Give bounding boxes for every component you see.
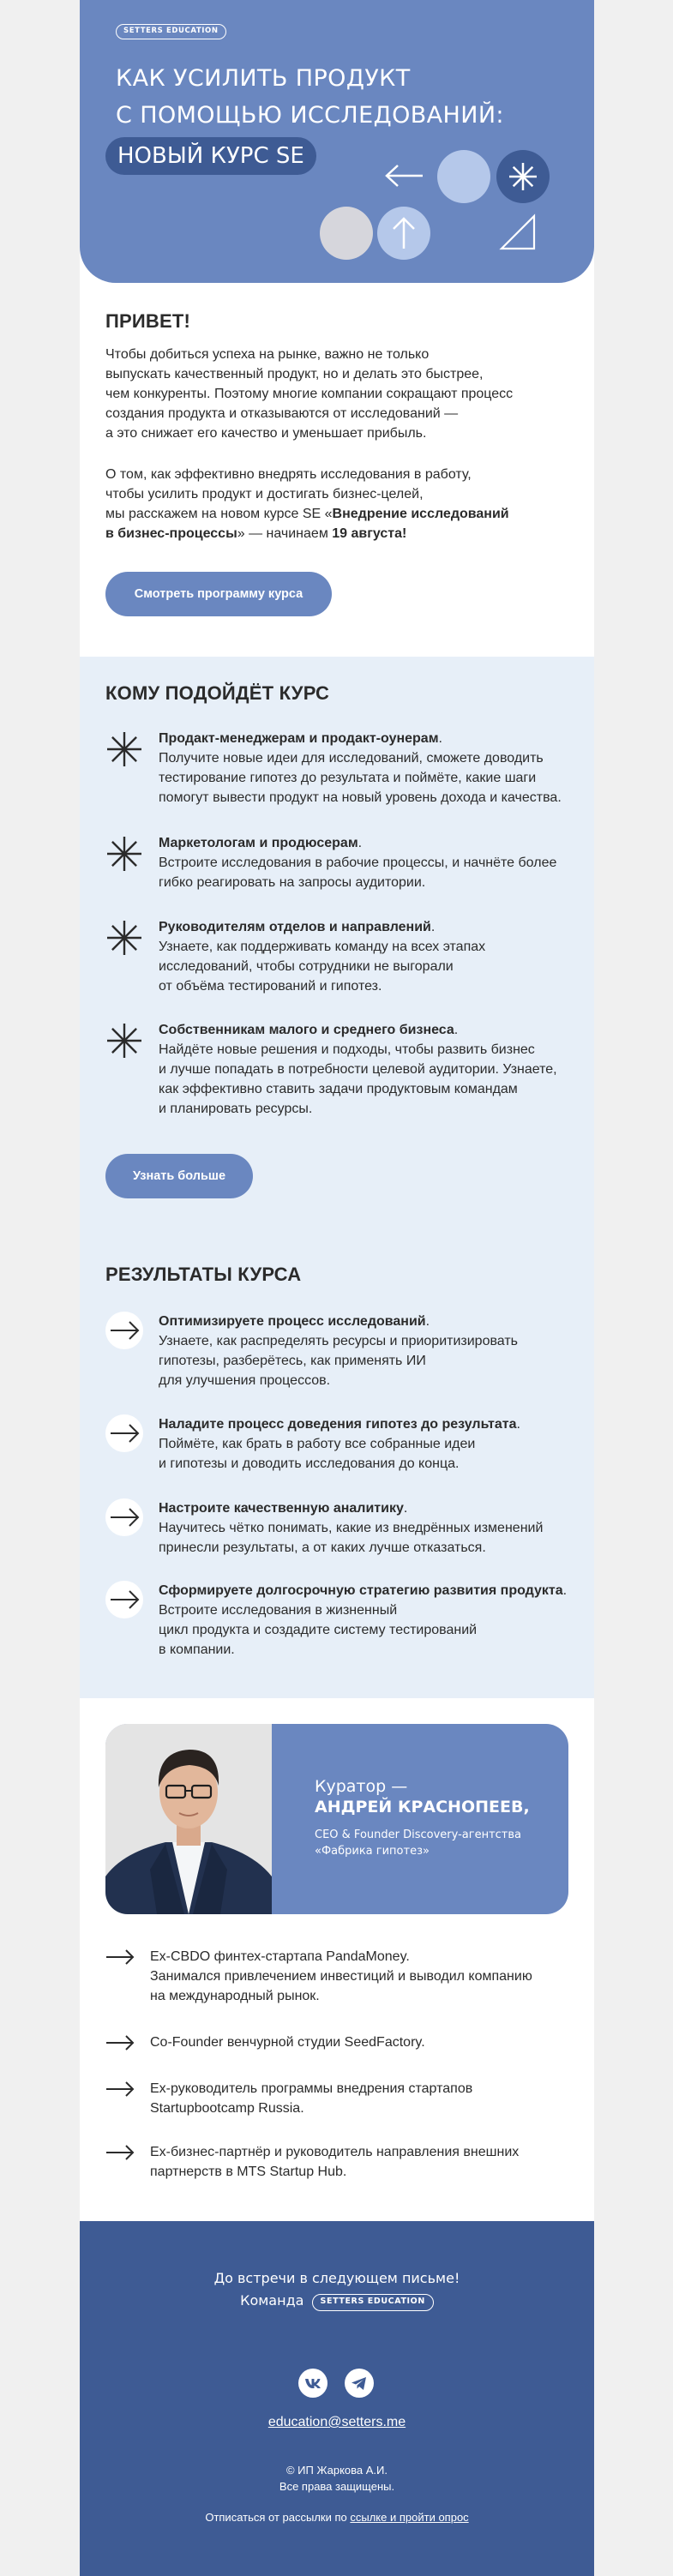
course-name-bold: Внедрение исследований — [332, 507, 509, 521]
greeting-p2-line: » — начинаем — [237, 526, 333, 541]
arrow-right-icon — [105, 1498, 143, 1536]
audience-item-line: Встроите исследования в рабочие процессы, и начнёте более — [159, 856, 557, 870]
arrow-circle — [105, 1581, 143, 1618]
hero-title — [116, 60, 504, 134]
triangle-icon — [498, 213, 538, 252]
arrow-circle — [105, 1414, 143, 1452]
result-item-line: Встроите исследования в жизненный — [159, 1603, 398, 1618]
audience-item — [105, 833, 573, 902]
result-item-line: Поймёте, как брать в работу все собранные идеи — [159, 1437, 476, 1451]
experience-item — [105, 1947, 573, 2007]
result-item-line: гипотезы, разберётесь, как применять ИИ — [159, 1354, 426, 1368]
greeting-p1-line: выпускать качественный продукт, но и делать это быстрее, — [105, 367, 484, 381]
curator-role: Куратор — — [315, 1777, 408, 1796]
greeting-p1-line: создания продукта и отказываются от исследований — — [105, 406, 459, 421]
audience-item-line: как эффективно ставить задачи продуктовым командам — [159, 1082, 518, 1096]
arrow-right-icon — [105, 2035, 135, 2051]
telegram-icon[interactable] — [345, 2369, 374, 2398]
audience-item-line: и планировать ресурсы. — [159, 1102, 313, 1116]
greeting-paragraph-2 — [105, 465, 568, 543]
result-item-line: цикл продукта и создадите систему тестирований — [159, 1623, 478, 1637]
asterisk-icon — [105, 835, 143, 873]
results-title: РЕЗУЛЬТАТЫ КУРСА — [105, 1264, 302, 1285]
experience-text — [150, 2033, 570, 2052]
greeting-p2-line: чтобы усилить продукт и достигать бизнес-целей, — [105, 487, 424, 501]
curator-name: АНДРЕЙ КРАСНОПЕЕВ, — [315, 1798, 530, 1816]
learn-more-button[interactable]: Узнать больше — [105, 1154, 253, 1198]
result-item-title: Сформируете долгосрочную стратегию развития продукта — [159, 1583, 563, 1598]
arrow-circle — [105, 1312, 143, 1349]
result-item-line: для улучшения процессов. — [159, 1373, 331, 1388]
audience-item-line: тестирование гипотез до результата и поймёте, какие шаги — [159, 771, 537, 785]
audience-item-text: Руководителям отделов и направлений. Узнаете, как поддерживать команду на всех этапах исследований, чтобы сотрудники не выгорали от объёма тестирований и гипотез. — [159, 920, 486, 994]
footer-email-link[interactable]: education@setters.me — [267, 2415, 406, 2429]
unsubscribe-link[interactable]: ссылке и пройти опрос — [350, 2511, 469, 2524]
experience-line: Ex-CBDO финтех-стартапа PandaMoney. — [150, 1949, 410, 1964]
result-item-line: принесли результаты, а от каких лучше отказаться. — [159, 1540, 486, 1555]
curator-desc-line: «Фабрика гипотез» — [315, 1845, 430, 1858]
greeting-p1-line: чем конкуренты. Поэтому многие компании сокращают процесс — [105, 387, 514, 401]
result-item-title: Наладите процесс доведения гипотез до результата — [159, 1417, 517, 1432]
result-item-title: Оптимизируете процесс исследований — [159, 1314, 426, 1329]
greeting-paragraph-1 — [105, 345, 568, 443]
asterisk-icon — [105, 730, 143, 768]
arrow-left-icon — [383, 163, 426, 189]
asterisk-icon — [504, 158, 542, 195]
footer-rights: Все права защищены. — [279, 2480, 395, 2493]
asterisk-icon — [105, 1022, 143, 1060]
result-item — [105, 1312, 573, 1397]
arrow-right-icon — [105, 1949, 135, 1965]
experience-item — [105, 2079, 573, 2118]
email-container — [80, 0, 594, 2576]
hero-course-pill: НОВЫЙ КУРС SE — [105, 137, 316, 175]
arrow-right-icon — [105, 1312, 143, 1349]
result-item — [105, 1498, 573, 1567]
audience-item-line: Узнаете, как поддерживать команду на всех этапах — [159, 940, 486, 954]
experience-line: Ex-руководитель программы внедрения стартапов — [150, 2081, 473, 2096]
audience-title: КОМУ ПОДОЙДЁТ КУРС — [105, 682, 330, 704]
audience-item-text: Маркетологам и продюсерам. Встроите исследования в рабочие процессы, и начнёте более гибко реагировать на запросы аудитории. — [159, 836, 557, 890]
hero-title-line1: КАК УСИЛИТЬ ПРОДУКТ — [116, 65, 411, 92]
arrow-right-icon — [105, 1581, 143, 1618]
hero-banner — [80, 0, 594, 283]
view-program-button[interactable]: Смотреть программу курса — [105, 572, 332, 616]
curator-photo — [105, 1724, 272, 1914]
audience-item — [105, 917, 573, 1003]
course-name-bold-2: в бизнес-процессы — [105, 526, 237, 541]
audience-item-title: Продакт-менеджерам и продакт-оунерам — [159, 731, 439, 746]
greeting-p1-line: Чтобы добиться успеха на рынке, важно не только — [105, 347, 430, 362]
experience-line: Co-Founder венчурной студии SeedFactory. — [150, 2035, 425, 2050]
arrow-up-icon — [391, 214, 417, 252]
audience-item-text: Продакт-менеджерам и продакт-оунерам. Получите новые идеи для исследований, сможете доводить тестирование гипотез до результата и поймёте, какие шаги помогут вывести продукт на новый уровень дохода и качества. — [159, 731, 562, 805]
footer-farewell: До встречи в следующем письме! — [213, 2270, 460, 2286]
greeting-title: ПРИВЕТ! — [105, 310, 191, 332]
audience-item — [105, 1020, 573, 1123]
result-item-title: Настроите качественную аналитику — [159, 1501, 404, 1516]
arrow-right-icon — [105, 1414, 143, 1452]
result-item-text: Сформируете долгосрочную стратегию развития продукта. Встроите исследования в жизненный цикл продукта и создадите систему тестирований в компании. — [159, 1583, 568, 1657]
arrow-right-icon — [105, 2081, 135, 2097]
audience-item-line: Получите новые идеи для исследований, сможете доводить — [159, 751, 544, 766]
experience-line: партнерств в MTS Startup Hub. — [150, 2165, 347, 2179]
result-item-text: Наладите процесс доведения гипотез до результата. Поймёте, как брать в работу все собранные идеи и гипотезы и доводить исследования до конца. — [159, 1417, 520, 1471]
audience-item-title: Маркетологам и продюсерам — [159, 836, 358, 850]
experience-line: Startupbootcamp Russia. — [150, 2101, 304, 2116]
audience-item — [105, 729, 573, 814]
audience-item-line: гибко реагировать на запросы аудитории. — [159, 875, 426, 890]
result-item-line: и гипотезы и доводить исследования до конца. — [159, 1456, 460, 1471]
audience-item-line: и лучше попадать в потребности целевой аудитории. Узнаете, — [159, 1062, 557, 1077]
experience-text — [150, 1947, 570, 2006]
audience-item-line: от объёма тестирований и гипотез. — [159, 979, 382, 994]
greeting-p2-line: О том, как эффективно внедрять исследования в работу, — [105, 467, 472, 482]
result-item-line: Научитесь чётко понимать, какие из внедрённых изменений — [159, 1521, 544, 1535]
footer-logo: SETTERS EDUCATION — [312, 2294, 434, 2311]
audience-item-title: Руководителям отделов и направлений — [159, 920, 431, 934]
start-date: 19 августа! — [332, 526, 407, 541]
audience-item-text: Собственникам малого и среднего бизнеса. Найдёте новые решения и подходы, чтобы развить бизнес и лучше попадать в потребности целевой аудитории. Узнаете, как эффективно ставить задачи продуктовым командам и планировать ресурсы. — [159, 1023, 557, 1116]
experience-text — [150, 2079, 570, 2118]
curator-desc-line: CEO & Founder Discovery-агентства — [315, 1828, 522, 1841]
curator-description — [315, 1827, 546, 1859]
audience-results-section — [80, 657, 594, 1698]
curator-portrait — [105, 1724, 272, 1914]
result-item-line: в компании. — [159, 1642, 235, 1657]
result-item-line: Узнаете, как распределять ресурсы и приоритизировать — [159, 1334, 518, 1348]
footer — [80, 2221, 594, 2576]
deco-circle-gray — [320, 207, 373, 260]
footer-team-label: Команда — [240, 2292, 304, 2309]
experience-text — [150, 2142, 570, 2182]
asterisk-icon — [105, 919, 143, 957]
experience-item — [105, 2033, 573, 2053]
experience-line: Занимался привлечением инвестиций и выводил компанию — [150, 1969, 532, 1984]
curator-section — [80, 1698, 594, 2221]
audience-item-line: помогут вывести продукт на новый уровень дохода и качества. — [159, 790, 562, 805]
deco-circle-light — [437, 150, 490, 203]
hero-logo: SETTERS EDUCATION — [116, 24, 226, 39]
result-item-text: Оптимизируете процесс исследований. Узнаете, как распределять ресурсы и приоритизировать гипотезы, разберётесь, как применять ИИ для улучшения процессов. — [159, 1314, 518, 1388]
arrow-circle — [105, 1498, 143, 1536]
audience-item-line: исследований, чтобы сотрудники не выгорали — [159, 959, 454, 974]
footer-unsubscribe — [80, 2511, 594, 2524]
arrow-right-icon — [105, 2145, 135, 2160]
footer-copyright: © ИП Жаркова А.И. — [285, 2464, 388, 2477]
hero-title-line2: С ПОМОЩЬЮ ИССЛЕДОВАНИЙ: — [116, 102, 504, 129]
result-item-text: Настроите качественную аналитику. Научитесь чётко понимать, какие из внедрённых изменений принесли результаты, а от каких лучше отказаться. — [159, 1501, 544, 1555]
vk-icon[interactable] — [298, 2369, 327, 2398]
experience-line: на международный рынок. — [150, 1989, 320, 2003]
result-item — [105, 1581, 573, 1666]
curator-card — [105, 1724, 568, 1914]
audience-item-title: Собственникам малого и среднего бизнеса — [159, 1023, 454, 1037]
greeting-p2-line: мы расскажем на новом курсе SE « — [105, 507, 333, 521]
greeting-p1-line: а это снижает его качество и уменьшает прибыль. — [105, 426, 427, 441]
footer-team — [80, 2292, 594, 2311]
experience-line: Ex-бизнес-партнёр и руководитель направления внешних — [150, 2145, 520, 2159]
unsubscribe-label: Отписаться от рассылки по — [205, 2511, 351, 2524]
experience-item — [105, 2142, 573, 2182]
result-item — [105, 1414, 573, 1483]
audience-item-line: Найдёте новые решения и подходы, чтобы развить бизнес — [159, 1042, 535, 1057]
greeting-section — [80, 283, 594, 657]
